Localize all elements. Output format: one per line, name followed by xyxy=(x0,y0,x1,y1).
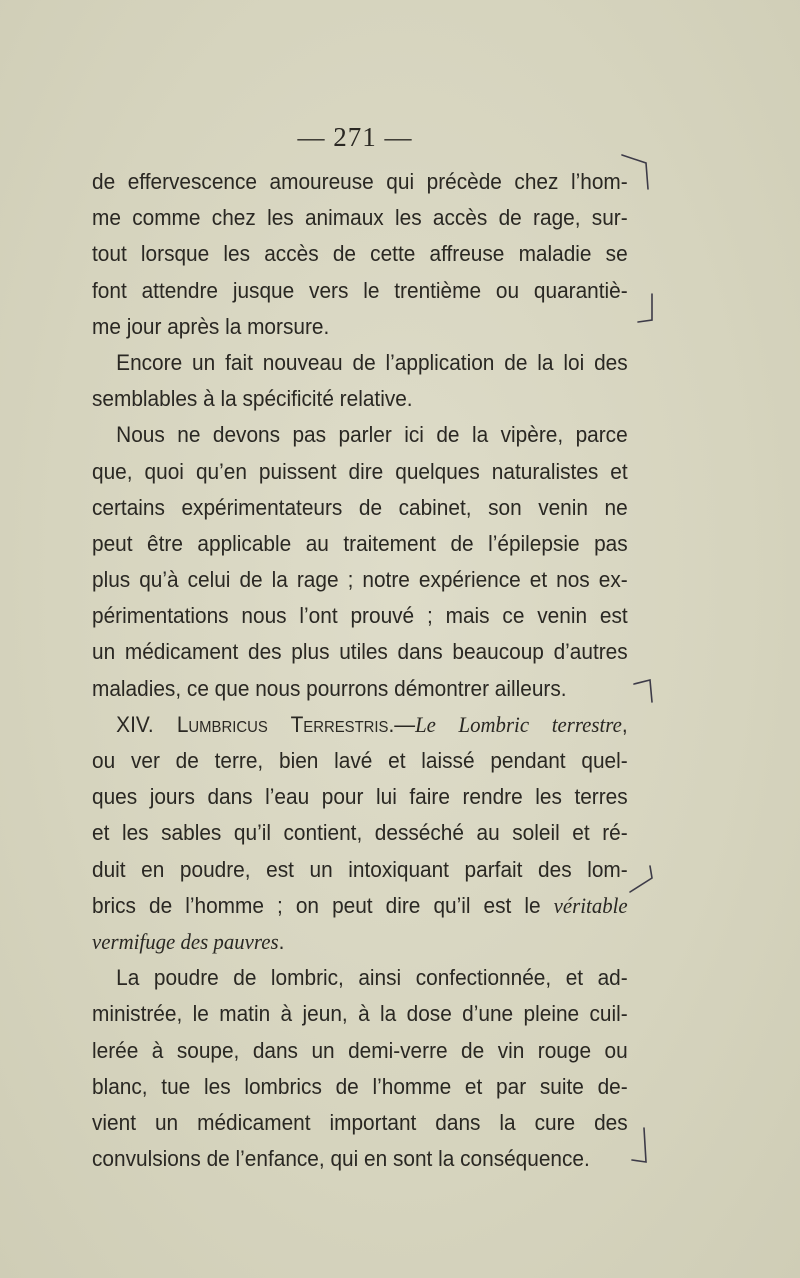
text-line: et les sables qu’il contient, desséché au soleil et ré- xyxy=(92,820,628,846)
text-line: convulsions de l’enfance, qui en sont la conséquence. xyxy=(92,1146,590,1172)
italic-run: vermifuge des pauvres xyxy=(92,928,279,954)
pencil-mark-bracket-1 xyxy=(630,290,660,330)
text-line: ques jours dans l’eau pour lui faire rendre les terres xyxy=(92,784,628,810)
text-line-mixed xyxy=(92,924,628,960)
text-line: maladies, ce que nous pourrons démontrer ailleurs. xyxy=(92,675,567,701)
pencil-mark-bracket-3 xyxy=(620,862,660,902)
text-line: un médicament des plus utiles dans beaucoup d’autres xyxy=(92,639,628,665)
page-number: — 271 — xyxy=(297,122,413,152)
text-line: font attendre jusque vers le trentième ou quarantiè- xyxy=(92,277,628,303)
text-line: me jour après la morsure. xyxy=(92,313,330,339)
text-run: brics de l’homme ; on peut dire qu’il est le xyxy=(92,892,554,918)
text-line: me comme chez les animaux les accès de rage, sur- xyxy=(92,205,628,231)
text-line: de effervescence amoureuse qui précède chez l’hom- xyxy=(92,169,628,194)
text-line: ministrée, le matin à jeun, à la dose d’une pleine cuil- xyxy=(92,1001,628,1027)
italic-run: véritable xyxy=(553,892,628,918)
text-line: périmentations nous l’ont prouvé ; mais ce venin est xyxy=(92,603,628,629)
text-line: vient un médicament important dans la cure des xyxy=(92,1109,628,1135)
text-line: peut être applicable au traitement de l’épilepsie pas xyxy=(92,530,628,556)
text-line: semblables à la spécificité relative. xyxy=(92,386,413,412)
text-line: plus qu’à celui de la rage ; notre expérience et nos ex- xyxy=(92,567,628,593)
pencil-mark-bracket-2 xyxy=(628,672,658,712)
paragraph-start: La poudre de lombric, ainsi confectionnée, et ad- xyxy=(116,965,628,991)
text-line: blanc, tue les lombrics de l’homme et par suite de- xyxy=(92,1073,628,1099)
text-line: que, quoi qu’en puissent dire quelques naturalistes et xyxy=(92,458,628,484)
paragraph-start: Nous ne devons pas parler ici de la vipère, parce xyxy=(116,422,628,448)
text-line: certains expérimentateurs de cabinet, son venin ne xyxy=(92,494,628,520)
section-heading: XIV. Lumbricus Terrestris. xyxy=(116,711,395,737)
text-line: ou ver de terre, bien lavé et laissé pendant quel- xyxy=(92,748,628,773)
text-run: . xyxy=(278,928,285,954)
heading-italic-title: Le Lombric terrestre xyxy=(415,711,622,737)
text-line: lerée à soupe, dans un demi-verre de vin rouge ou xyxy=(92,1037,628,1063)
pencil-mark-top xyxy=(618,145,658,195)
heading-dash: — xyxy=(394,711,416,737)
heading-comma: , xyxy=(621,711,628,737)
text-line: tout lorsque les accès de cette affreuse maladie se xyxy=(92,241,628,267)
text-line-mixed xyxy=(92,888,628,924)
text-line: duit en poudre, est un intoxiquant parfait des lom- xyxy=(92,856,628,882)
pencil-mark-bottom xyxy=(620,1122,660,1172)
section-heading-line xyxy=(92,707,628,743)
body-text xyxy=(92,164,628,1177)
paragraph-start: Encore un fait nouveau de l’application de la loi des xyxy=(116,349,628,375)
